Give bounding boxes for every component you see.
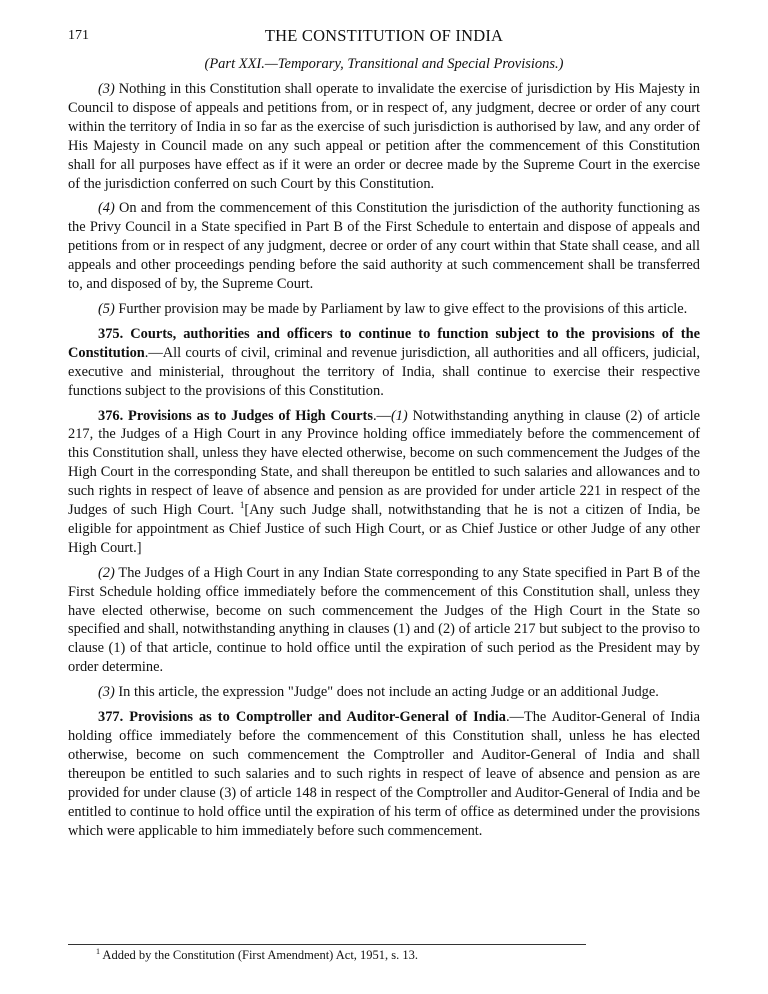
paragraph-text: .—All courts of civil, criminal and revenue jurisdiction, all authorities and all officers, judicial, executive and ministerial, throughout the territory of India, shall continue to exercise their respective functions subject to the provisions of this Constitution.	[68, 344, 700, 399]
clause-number: (4)	[98, 200, 115, 217]
clause-number: (2)	[98, 564, 115, 581]
paragraph-text: Nothing in this Constitution shall operate to invalidate the exercise of jurisdiction by His Majesty in Council to dispose of appeals and petitions from, or in respect of, any judgment, decree or order of any court within the territory of India in so far as the exercise of such jurisdiction is authorised by law, and any order of His Majesty in Council made on any such appeal or petition after the commencement of this Constitution shall for all purposes have effect as if it were an order or decree made by the Supreme Court in the exercise of the jurisdiction conferred on such Court by this Constitution.	[68, 81, 700, 192]
article-375	[68, 325, 700, 401]
footnote-mark: 1	[96, 947, 100, 956]
footnote-reference[interactable]: 1	[239, 500, 245, 511]
paragraph-text: In this article, the expression "Judge" does not include an acting Judge or an additional Judge.	[114, 684, 659, 701]
paragraph-text: On and from the commencement of this Constitution the jurisdiction of the authority functioning as the Privy Council in a State specified in Part B of the First Schedule to entertain and dispose of appeals and petitions from or in respect of any judgment, decree or order of any court within that State shall cease, and all appeals and other proceedings pending before the said authority at such commencement shall be transferred to, and disposed of by, the Supreme Court.	[68, 200, 700, 293]
inserted-text: [Any such Judge shall, notwithstanding that he is not a citizen of India, be eligible for appointment as Chief Justice of such High Court, or as Chief Justice or other Judge of any other High Court.]	[68, 502, 701, 556]
footnote-divider	[68, 944, 586, 945]
heading-dash: .—	[372, 407, 391, 424]
paragraph-text: Notwithstanding anything in clause (2) of article 217, the Judges of a High Court in any Province holding office immediately before the commencement of this Constitution shall, unless they have elected otherwise, become on such commencement the Judges of the High Court in the corresponding State, and shall thereupon be entitled to such salaries and allowances and to such rights in respect of leave of absence and pension as are provided for under article 221 in respect of the Judges of such High Court.	[68, 407, 700, 519]
clause-number: (3)	[98, 684, 115, 701]
paragraph-376-3	[68, 683, 700, 702]
article-377	[68, 708, 700, 840]
paragraph-374-3	[68, 80, 700, 193]
clause-number: (5)	[98, 300, 115, 317]
body-text	[68, 80, 700, 846]
clause-number: (3)	[98, 81, 115, 97]
paragraph-374-5	[68, 300, 700, 319]
paragraph-text: Further provision may be made by Parliament by law to give effect to the provisions of this article.	[114, 300, 688, 317]
article-heading: 375. Courts, authorities and officers to continue to function subject to the provisions of the Constitution	[68, 325, 700, 361]
article-heading: 376. Provisions as to Judges of High Courts	[98, 407, 373, 424]
paragraph-374-4	[68, 199, 700, 294]
paragraph-376-2	[68, 564, 700, 677]
page-number: 171	[68, 28, 89, 43]
paragraph-text: The Judges of a High Court in any Indian State corresponding to any State specified in Part B of the First Schedule holding office immediately before the commencement of this Constitution shall, unless they have elected otherwise, become on such commencement the Judges of the High Court in the State so specified and shall, notwithstanding anything in clauses (1) and (2) of article 217 but subject to the proviso to clause (1) of that article, continue to hold office until the expiration of such period as the President may by order determine.	[68, 564, 700, 676]
paragraph-text: .—The Auditor-General of India holding office immediately before the commencement of this Constitution shall, unless he has elected otherwise, become on such commencement the Comptroller and Auditor-General of India and shall thereupon be entitled to such salaries and to such rights in respect of leave of absence and pension as are provided for under clause (3) of article 148 in respect of the Comptroller and Auditor-General of India and be entitled to continue to hold office until the expiration of his term of office as determined under the provisions which were applicable to him immediately before such commencement.	[68, 709, 700, 839]
article-376	[68, 407, 700, 558]
article-heading: 377. Provisions as to Comptroller and Auditor-General of India	[98, 709, 506, 726]
footnote	[96, 947, 418, 963]
running-title: THE CONSTITUTION OF INDIA	[264, 26, 504, 45]
part-title: (Part XXI.—Temporary, Transitional and Special Provisions.)	[204, 56, 564, 72]
footnote-text: Added by the Constitution (First Amendment) Act, 1951, s. 13.	[100, 948, 419, 963]
clause-number: (1)	[390, 407, 408, 424]
